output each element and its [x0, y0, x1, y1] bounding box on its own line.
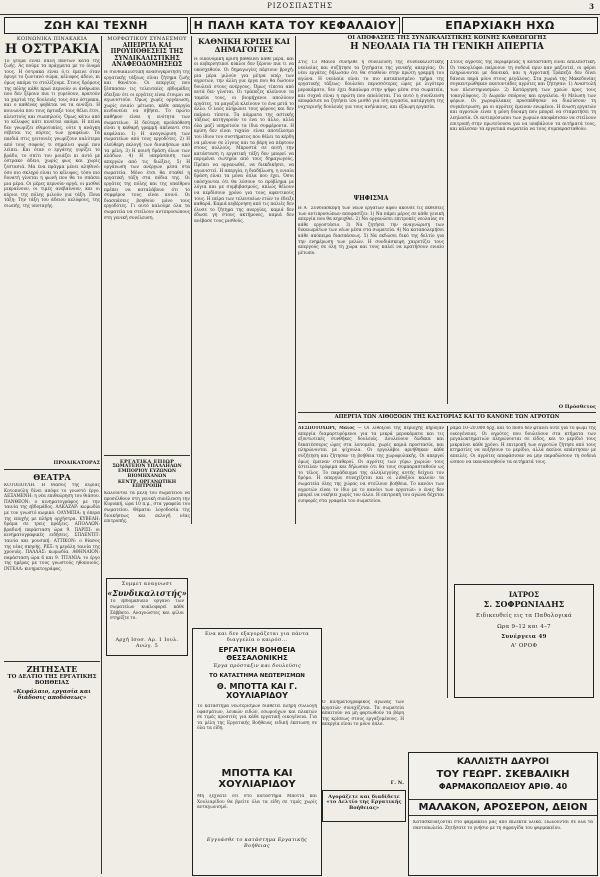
- doctor-name: Σ. ΣΟΦΡΩΝΙΑΔΗΣ: [483, 599, 565, 610]
- col2-sub-title: ΣΩΜΑΤΕΙΟΝ ΥΠΑΛΛΗΛΩΝ ΕΜΠΟΡΙΟΥ ΕΥΖΩΝΩΝ ΒΙΟΜΗΧΑΝΩΝ: [112, 464, 182, 479]
- shop-ad-title-3: Θ. ΜΠΟΤΤΑ ΚΑΙ Γ. ΧΟΥΛΙΑΡΙΔΟΥ: [216, 682, 298, 700]
- pharmacy-ad-title-1: ΤΟΥ ΓΕΩΡΓ. ΣΚΕΒΑΛΙΚΗ: [436, 769, 570, 780]
- pharmacy-ad-body: Κατασκευάζονται στο φαρμακείο μας από εκλεκτά υλικά. Πωλούνται σε όλα τα παντοπωλεία. Ζητήσατε το γνήσιο με τη σφραγίδα του φαρμακείου.: [413, 820, 593, 831]
- col1-wanted-title: ΖΗΤΗΣΑΤΕ: [26, 664, 78, 675]
- doctor-hours: Ωρα 9–12 και 4–7: [497, 623, 551, 630]
- col1-theatre-text: ΚΟΤΟΠΟΥΛΗ. Η θίασος της κυρίας Κοτοπούλη δίνει απόψε το γνωστό έργο. ΔΕΞΑΜΕΝΗ: η νέα επιθεώρηση του θιάσου. ΠΑΝΘΕΟΝ: ο κινηματογράφος με την ταινία της εβδομάδος. ΑΛΚΑΖΑΡ: κωμωδία με τον γνωστό κωμικό. ΟΛΥΜΠΙΑ: η όπερα της εποχής με πλήρη ορχήστρα. ΚΥΒΕΛΗ: δράμα σε τρεις πράξεις. ΑΠΟΛΛΩΝ: βραδινή παράσταση ώρα 9. ΠΑΡΙΣΙ: οι κινηματογραφικές ειδήσεις. ΣΠΛΕΝΤΙΤ: ταινία και μουσική. ΑΤΤΙΚΟΝ: ο θίασος της νέας σκηνής. ΡΕΞ: η μεγάλη ταινία της χρονιάς. ΠΑΛΛΑΣ: κωμωδία. ΑΘΗΝΑΙΟΝ: παράσταση ώρα 6 και 9. ΤΙΤΑΝΙΑ: το έργο της ημέρας με τους γνωστούς ηθοποιούς. ΙΝΤΕΑΛ: κινηματογράφος.: [4, 483, 100, 572]
- column-rule: [447, 426, 448, 698]
- col2-kicker: ΜΟΡΦΩΤΙΚΟΥ ΣΥΝΔΕΣΜΟΥ: [107, 36, 187, 42]
- col1-wanted-head: ΤΟ ΔΕΛΤΙΟ ΤΗΣ ΕΡΓΑΤΙΚΗΣ ΒΟΗΘΕΙΑΣ: [7, 674, 97, 687]
- col3-body-text: Η οικονομική κρίση βαθαίνει κάθε μέρα, και οι κυβερνητικοί κύκλοι δεν ξέρουν πια τι να υποσχεθούν. Οι δημαγωγίες πέφτουν βροχή: μια μέρα μιλούν για μέτρα υπέρ των αγροτών, την άλλη για έργα που θα δώσουν δουλειά στους ανέργους. Όμως τίποτα από αυτά δεν γίνεται. Οι τράπεζες κλείνουν τα ταμεία τους, οι βιομήχανοι απολύουν εργάτες, τα μαγαζιά κλείνουν το ένα μετά το άλλο. Ο λαός πληρώνει τους φόρους και δεν παίρνει τίποτα. Τα κόμματα της αστικής τάξεως κατηγορούν το ένα το άλλο, αλλά όλα μαζί υπηρετούν τα ίδια συμφέροντα. Η κρίση δεν είναι τυχαία· είναι αποτέλεσμα του ίδιου του συστήματος που θέλει τα κέρδη να μένουν σε λίγους και τα βάρη να πέφτουν στους πολλούς. Μπροστά σε αυτή την κατάσταση η εργατική τάξη δεν μπορεί να περιμένει σωτηρία από τους δημαγωγούς. Πρέπει να οργανωθεί, να διεκδικήσει, να αγωνιστεί. Η απεργία, η διαδήλωση, η ενιαία δράση είναι τα μόνα όπλα που έχει. Όσοι υπόσχονται ότι θα λύσουν το πρόβλημα με λόγια και με συμβιβασμούς, απλώς θέλουν να κερδίσουν χρόνο για τους αφεντικούς τους. Η πείρα των τελευταίων ετών το έδειξε καθαρά. Καμιά κυβέρνηση από τις παλιές δεν έλυσε το ζήτημα της ανεργίας, καμιά δεν έδωσε γη στους ακτήμονες, καμιά δεν ανέβασε τους μισθούς.: [194, 56, 294, 224]
- pharmacy-ad: [408, 752, 598, 876]
- col2-sub-head: ΚΕΝΤΡ. ΟΡΓΑΝΩΤΙΚΗ ΕΠΙΤΡΟΠΗ: [117, 479, 177, 490]
- doctor-desc: Ειδικευθείς εις τα Παθολογικά: [476, 612, 572, 619]
- shop-ad: [192, 628, 322, 876]
- col4-left-text: Στις 13 Μαΐου συνήλθε η συνέλευση της συνδικαλιστικής νεολαίας και συζήτησε τα ζητήματα της γενικής απεργίας. Οι νέοι εργάτες δήλωσαν ότι θα σταθούν στην πρώτη γραμμή του αγώνα. Η νεολαία είναι το πιο καταπιεσμένο τμήμα της εργατικής τάξεως· δουλεύει περισσότερες ώρες με λιγότερο μεροκάματο, δεν έχει δικαίωμα στην ψήφο μέσα στα σωματεία, και συχνά είναι η πρώτη που απολύεται. Για αυτό η συνέλευση αποφάσισε να ζητήσει ίσο μισθό για ίση εργασία, κατάργηση της νυχτερινής δουλειάς για τους ανήλικους, και εξάωρη εργασία.: [298, 60, 444, 110]
- col2-box-footer: Αρχή Ισοσ. Αρ. 1 Ιουλ. Ανώγ. 5: [115, 637, 179, 650]
- column-2: [104, 36, 190, 650]
- column-1: [4, 36, 100, 701]
- pharmacy-ad-title-3: ΜΑΛΑΚΟΝ, ΑΡΟΣΕΡΟΝ, ΔΕΙΟΝ: [409, 799, 597, 816]
- col2-box-title: «Συνδικαλιστής»: [107, 588, 187, 598]
- col2-box-text: Το εβδομαδιαίο όργανο των σωματείων κυκλοφορεί κάθε Σάββατο. Αναγνώστες και φίλοι στηρίξτε το.: [110, 599, 184, 622]
- col3-lower-text: Ο κινηματογραφικός αγώνας των εργατών συνεχίζεται. Τα σωματεία απαιτούν να μη φορτωθούν τα βάρη της κρίσεως στους εργαζομένους. Η απεργία είναι το μόνο όπλο.: [322, 700, 404, 728]
- section-banner-left: ΖΩΗ ΚΑΙ ΤΕΧΝΗ: [4, 17, 188, 34]
- col4-bottom-sub: ΔΕΣΠΟΤΟΧΩΡΙ, Μάιος: [298, 426, 355, 431]
- divider: [4, 469, 100, 470]
- column-4: [298, 35, 596, 649]
- divider: [104, 455, 190, 456]
- section-banner-middle: Η ΠΑΛΗ ΚΑΤΑ ΤΟΥ ΚΕΦΑΛΑΙΟΥ: [190, 17, 400, 34]
- shop-ad-subtitle: Έργα πρόσταξιν και δουλεύσις: [212, 663, 302, 669]
- col2-title: ΑΠΕΙΡΓΙΑ ΚΑΙ ΠΡΟΥΠΟΘΕΣΕΙΣ ΤΗΣ ΣΥΝΔΙΚΑΛΙΣΤΙΚΗΣ ΑΝΑΦΕΟΔΟΜΗΣΕΩΣ: [110, 42, 184, 68]
- masthead: [0, 0, 600, 15]
- page-number: 3: [589, 2, 594, 11]
- col3-signature: Γ. Ν.: [390, 780, 404, 786]
- shop-ad-body-2: Μη ξεχνάτε ότι στο κατάστημα Μπόττα και Χουλιαρίδου θα βρείτε όλα τα είδη σε τιμές χωρίς ανταγωνισμό.: [197, 794, 317, 811]
- shop-ad-title-2: ΤΟ ΚΑΤΑΣΤΗΜΑ ΝΕΩΤΕΡΙΣΜΩΝ: [209, 673, 305, 679]
- pharmacy-ad-top: ΚΑΛΛΙΣΤΗ ΔΑΥΡΟΙ: [456, 757, 550, 767]
- doctor-ad: [454, 584, 594, 698]
- col4-resolution-text: Η Α΄ Συνδιάσκεψη των νέων εργατών αφού άκουσε τις εκθέσεις των αντιπροσώπων αποφασίζει: 1) Να πάρει μέρος σε κάθε γενική απεργία που θα κηρυχθεί. 2) Να οργανώσει επιτροπές νεολαίας σε κάθε εργοστάσιο. 3) Να ζητήσει την αναγνώριση των δικαιωμάτων των νέων μέσα στα σωματεία. 4) Να καταπολεμήσει κάθε απόπειρα διασπάσεως. 5) Να εκδώσει δικό της δελτίο για την ενημέρωση των μελών. Η συνδιάσκεψη χαιρετίζει τους απεργούς σε όλη τη χώρα και τους καλεί να κρατήσουν ενιαίο μέτωπο.: [298, 206, 444, 256]
- column-3: [194, 36, 294, 517]
- doctor-title: ΙΑΤΡΟΣ: [508, 590, 540, 599]
- divider: [298, 412, 596, 413]
- divider: [4, 661, 100, 662]
- shop-ad-top: Ενα και δεν εξαγοράζεται για πάντα διαγγελία ο καιρόσ...: [205, 631, 309, 643]
- col3-footer-box: [322, 790, 406, 822]
- col1-signature: ΠΡΟΔΙΚΑΤΟΡΑΣ: [53, 459, 100, 466]
- doctor-floor: Α' ΟΡΟΦ: [510, 642, 538, 649]
- section-banner-right: ΕΠΑΡΧΙΑΚΗ ΗΧΩ: [402, 17, 598, 34]
- shop-ad-tail: Εγγυάσθε το κατάστημα Εργατικής Βοήθειας: [206, 837, 308, 849]
- col4-bottom-left-text: ΔΕΣΠΟΤΟΧΩΡΙ, Μάιος — Οι λιθοξόοι της περιοχής κήρυξαν απεργία διαμαρτυρόμενοι για τα μικρά μεροκάματα και τις εξοντωτικές συνθήκες δουλειάς. Δουλεύουν δώδεκα και δεκατέσσερις ώρες στα λατομεία, χωρίς καμιά προστασία, και πληρώνονται με ψίχουλα. Οι εργολάβοι αρνήθηκαν κάθε συζήτηση και ζήτησαν τη βοήθεια της χωροφυλακής. Οι απεργοί όμως έμειναν σταθεροί. Οι αγρότες των γύρω χωριών τους έστειλαν τρόφιμα και δήλωσαν ότι θα τους συμπαρασταθούν ως το τέλος. Το παράδειγμα της αλληλεγγύης αυτής δείχνει τον δρόμο. Η απεργία συνεχίζεται και οι λιθοξόοι καλούν τα σωματεία όλης της χώρας να στείλουν βοήθεια. Το κανόνι των αγροτών είναι το ίδιο με το κανόνι των εργατών: ο ένας δεν μπορεί να νικήσει χωρίς τον άλλο. Η επιτροπή του αγώνα δέχεται εισφορές στα γραφεία του σωματείου.: [298, 426, 444, 504]
- col1-kicker: ΚΟΙΝΩΝΙΚΑ ΠΙΝΑΚΑΚΙΑ: [16, 36, 88, 42]
- pharmacy-ad-title-2: ΦΑΡΜΑΚΟΠΩΛΕΙΟΥ ΑΡΙΘ. 40: [438, 782, 568, 791]
- col2-box-kicker: Συμμετ αναγνωστ: [121, 581, 173, 587]
- divider: [298, 422, 596, 423]
- col1-body-text: Το γεύμα είναι πάλη πάντων κατά της ζωής. Ας πούμε τα πράγματα με το όνομά τους. Η όστρακα είναι ό,τι έμεινε όταν έφυγε το ζωντανό σώμα, κέλυφος άδειο, κι όμως ακόμα το στολίζουμε. Στους δρόμους της πόλης κάθε πρωί περνούν οι άνθρωποι που δεν ξέρουν πια τι γυρεύουν, κρατούν τα χαρτιά της δουλειάς τους σαν όστρακα, και ο καθένας φοβάται να τα ανοίξει. Η κοινωνία που τους έφτιαξε τους θέλει έτσι, κλειστούς και σιωπηλούς. Όμως κάτω από το κέλυφος κάτι κινείται ακόμα. Η πείνα δεν γνωρίζει εθιμοτυπίες, ούτε η ανάγκη σέβεται τις πόρτες των γραφείων. Τα παιδιά στις γειτονιές γνωρίζουν καλύτερα από τους σοφούς τι σημαίνει ψωμί που λείπει. Και όταν ο εργάτης γυρίζει το βράδυ, το σπίτι του μοιάζει κι αυτό με όστρακο άδειο, χωρίς φως και χωρίς ζεστασιά. Μα ένα πράγμα μένει αληθινό: όσο πιο σκληρό είναι το κέλυφος, τόσο πιο δυνατή γίνεται η φωνή που θα το σπάσει μια μέρα. Οι μέρες περνούν αργά, οι μισθοί μικραίνουν, οι τιμές ανεβαίνουν, και οι κύριοι της πόλης μιλούν για τάξη. Ποια τάξη; Την τάξη του άδειου κελύφους, της σιωπής, της υποταγής.: [4, 58, 100, 210]
- col4-right-text: Στους αγρότες της περιφέρειας η κατάσταση είναι απελπιστική. Οι τοκογλύφοι παίρνουν τη σοδειά πριν καν μαζευτεί, οι φόροι πληρώνονται με δανεικά, και η Αγροτική Τράπεζα δεν δίνει δάνεια παρά μόνο στους μεγάλους. Στα χωριά της Μακεδονίας συγκεντρώθηκαν εκατοντάδες αγρότες και ζήτησαν: 1) Αναστολή των πλειστηριασμών. 2) Κατάργηση των χρεών προς τους τοκογλύφους. 3) Δωρεάν σπόρους και εργαλεία. 4) Μείωση των φόρων. Οι χωροφύλακες προσπάθησαν να διαλύσουν τη συγκέντρωση, μα οι αγρότες έμειναν ενωμένοι. Η ένωση εργατών και αγροτών είναι η μόνη δύναμη που μπορεί να σταματήσει τη λεηλασία. Οι αντιπρόσωποι των χωριών αποφάσισαν να στείλουν επιτροπή στην πρωτεύουσα για να υποβάλουν τα αιτήματά τους, και κάλεσαν τα εργατικά σωματεία να τους συμπαρασταθούν.: [450, 60, 596, 133]
- col3-title: ΚΑΘΝΙΚΗ ΚΡΙΣΗ ΚΑΙ ΔΗΜΑΓΟΓΙΕΣ: [198, 37, 290, 54]
- col4-signature: Ο Πρόσθετος: [558, 404, 596, 410]
- col4-bottom-right-text: ραμα 10–20.000 δρχ. και το ποσό δεν φτάνει ούτε για το ψωμί της οικογένειας. Οι αγρότες που δουλεύουν στα κτήματα των μεγαλοκτηματιών πληρώνονται σε είδος, και το μερίδιό τους μικραίνει κάθε χρόνο. Η επιτροπή των αγροτών ζήτησε από τους κτηματίες να αυξήσουν το μερίδιο, αλλά εκείνοι απάντησαν με απειλές. Οι αγρότες αποφάσισαν να μην παραδώσουν τη σοδειά ώσπου να ικανοποιηθούν τα αιτήματά τους.: [450, 426, 596, 465]
- col4-bottom-title: ΑΠΕΡΓΙΑ ΤΩΝ ΛΙΘΟΞΟΩΝ ΤΗΣ ΚΑΣΤΟΡΙΑΣ ΚΑΙ ΤΟ ΚΑΝΟΝΕ ΤΩΝ ΑΓΡΟΤΩΝ: [334, 414, 560, 420]
- col4-title: Η ΝΕΟΛΑΙΑ ΓΙΑ ΤΗ ΓΕΝΙΚΗ ΑΠΕΡΓΙΑ: [350, 41, 544, 52]
- col1-wanted-tail: «Κεφάλαιο, εργασία και διάδοσις αποδόσεως»: [13, 688, 91, 701]
- column-rule: [101, 36, 102, 874]
- col4-mid-head: ΨΗΦΙΣΜΑ: [353, 195, 389, 202]
- col1-theatre-title: ΘΕΑΤΡΑ: [33, 471, 71, 482]
- col2-sub-text: Καλούνται τα μέλη του σωματείου να προσέλθουν στη γενική συνέλευση την Κυριακή, ώρα 10 π.μ., στα γραφεία του σωματείου. Θέματα: λογοδοσία της διοικήσεως και εκλογή νέας επιτροπής.: [104, 491, 190, 525]
- doctor-address: Συνέργεια 49: [501, 633, 547, 640]
- col2-body-text: Η συνδικαλιστική ανασυγκρότηση της εργατικής τάξεως είναι ζήτημα ζωής και θανάτου. Οι απεργίες που ξέσπασαν τις τελευταίες εβδομάδες έδειξαν ότι οι εργάτες είναι έτοιμοι να αγωνιστούν. Όμως χωρίς οργάνωση, χωρίς ενιαίο μέτωπο, κάθε απεργία κινδυνεύει να σβήσει. Το πρώτο καθήκον είναι η ενότητα των σωματείων. Η δεύτερη προϋπόθεση είναι η καθαρή γραμμή απέναντι στο κεφάλαιο. 1) Η αναγνώριση των σωματείων από τους εργοδότες. 2) Η ελεύθερη εκλογή των διοικήσεων από τα μέλη. 3) Η κοινή δράση όλων των κλάδων. 4) Η υπεράσπιση των απεργών από τις διώξεις. 5) Η οργάνωση των ανέργων μέσα στα σωματεία. Μόνο έτσι θα σταθεί η εργατική τάξη στα πόδια της. Οι εργάτες της πόλης και της υπαίθρου πρέπει να καταλάβουν ότι το συμφέρον τους είναι κοινό. Οι διασπάσεις βοηθούν μόνο τους εργοδότες. Γι αυτό καλούμε όλα τα σωματεία να στείλουν αντιπροσώπους στη γενική συνέλευση.: [104, 70, 190, 221]
- col4-kicker: ΟΙ ΑΠΟΦΑΣΕΙΣ ΤΗΣ ΣΥΝΔΙΚΑΛΙΣΤΙΚΗΣ ΚΟΙΝΗΣ ΚΑΘΕΩΓΩΓΗΣ: [347, 35, 547, 41]
- col2-box: [106, 578, 188, 656]
- masthead-name: ΡΙΖΟΣΠΑΣΤΗΣ: [267, 2, 333, 10]
- shop-ad-body: Το κατάστημα νεωτερισμών διαθέτει πλήρη συλλογή υφασμάτων, λευκών ειδών, εσωρούχων και πλεκτών σε τιμές προσιτές για κάθε εργατική οικογένεια. Για τα μέλη της Εργατικής Βοήθειας ειδική έκπτωση σε όλα τα είδη.: [197, 704, 317, 732]
- col1-title: Η ΟΣΤΡΑΚΙΑ: [4, 42, 100, 57]
- shop-ad-title-4: ΜΠΟΤΤΑ ΚΑΙ ΧΟΥΛΙΑΡΙΔΟΥ: [218, 768, 296, 790]
- col2-sub-kicker: ΕΡΓΑΤΙΚΑ ΕΠΙΩΡ: [119, 459, 175, 466]
- col3-footer-box-text: Αγοράζετε και διαδίδετε «το Δελτίο της Εργατικής Βοήθειας»: [326, 794, 402, 811]
- column-rule: [191, 36, 192, 524]
- shop-ad-title-1: ΕΡΓΑΤΙΚΗ ΒΟΗΘΕΙΑ ΘΕΣΣΑΛΟΝΙΚΗΣ: [218, 646, 296, 662]
- column-rule: [295, 36, 296, 524]
- column-rule: [447, 60, 448, 404]
